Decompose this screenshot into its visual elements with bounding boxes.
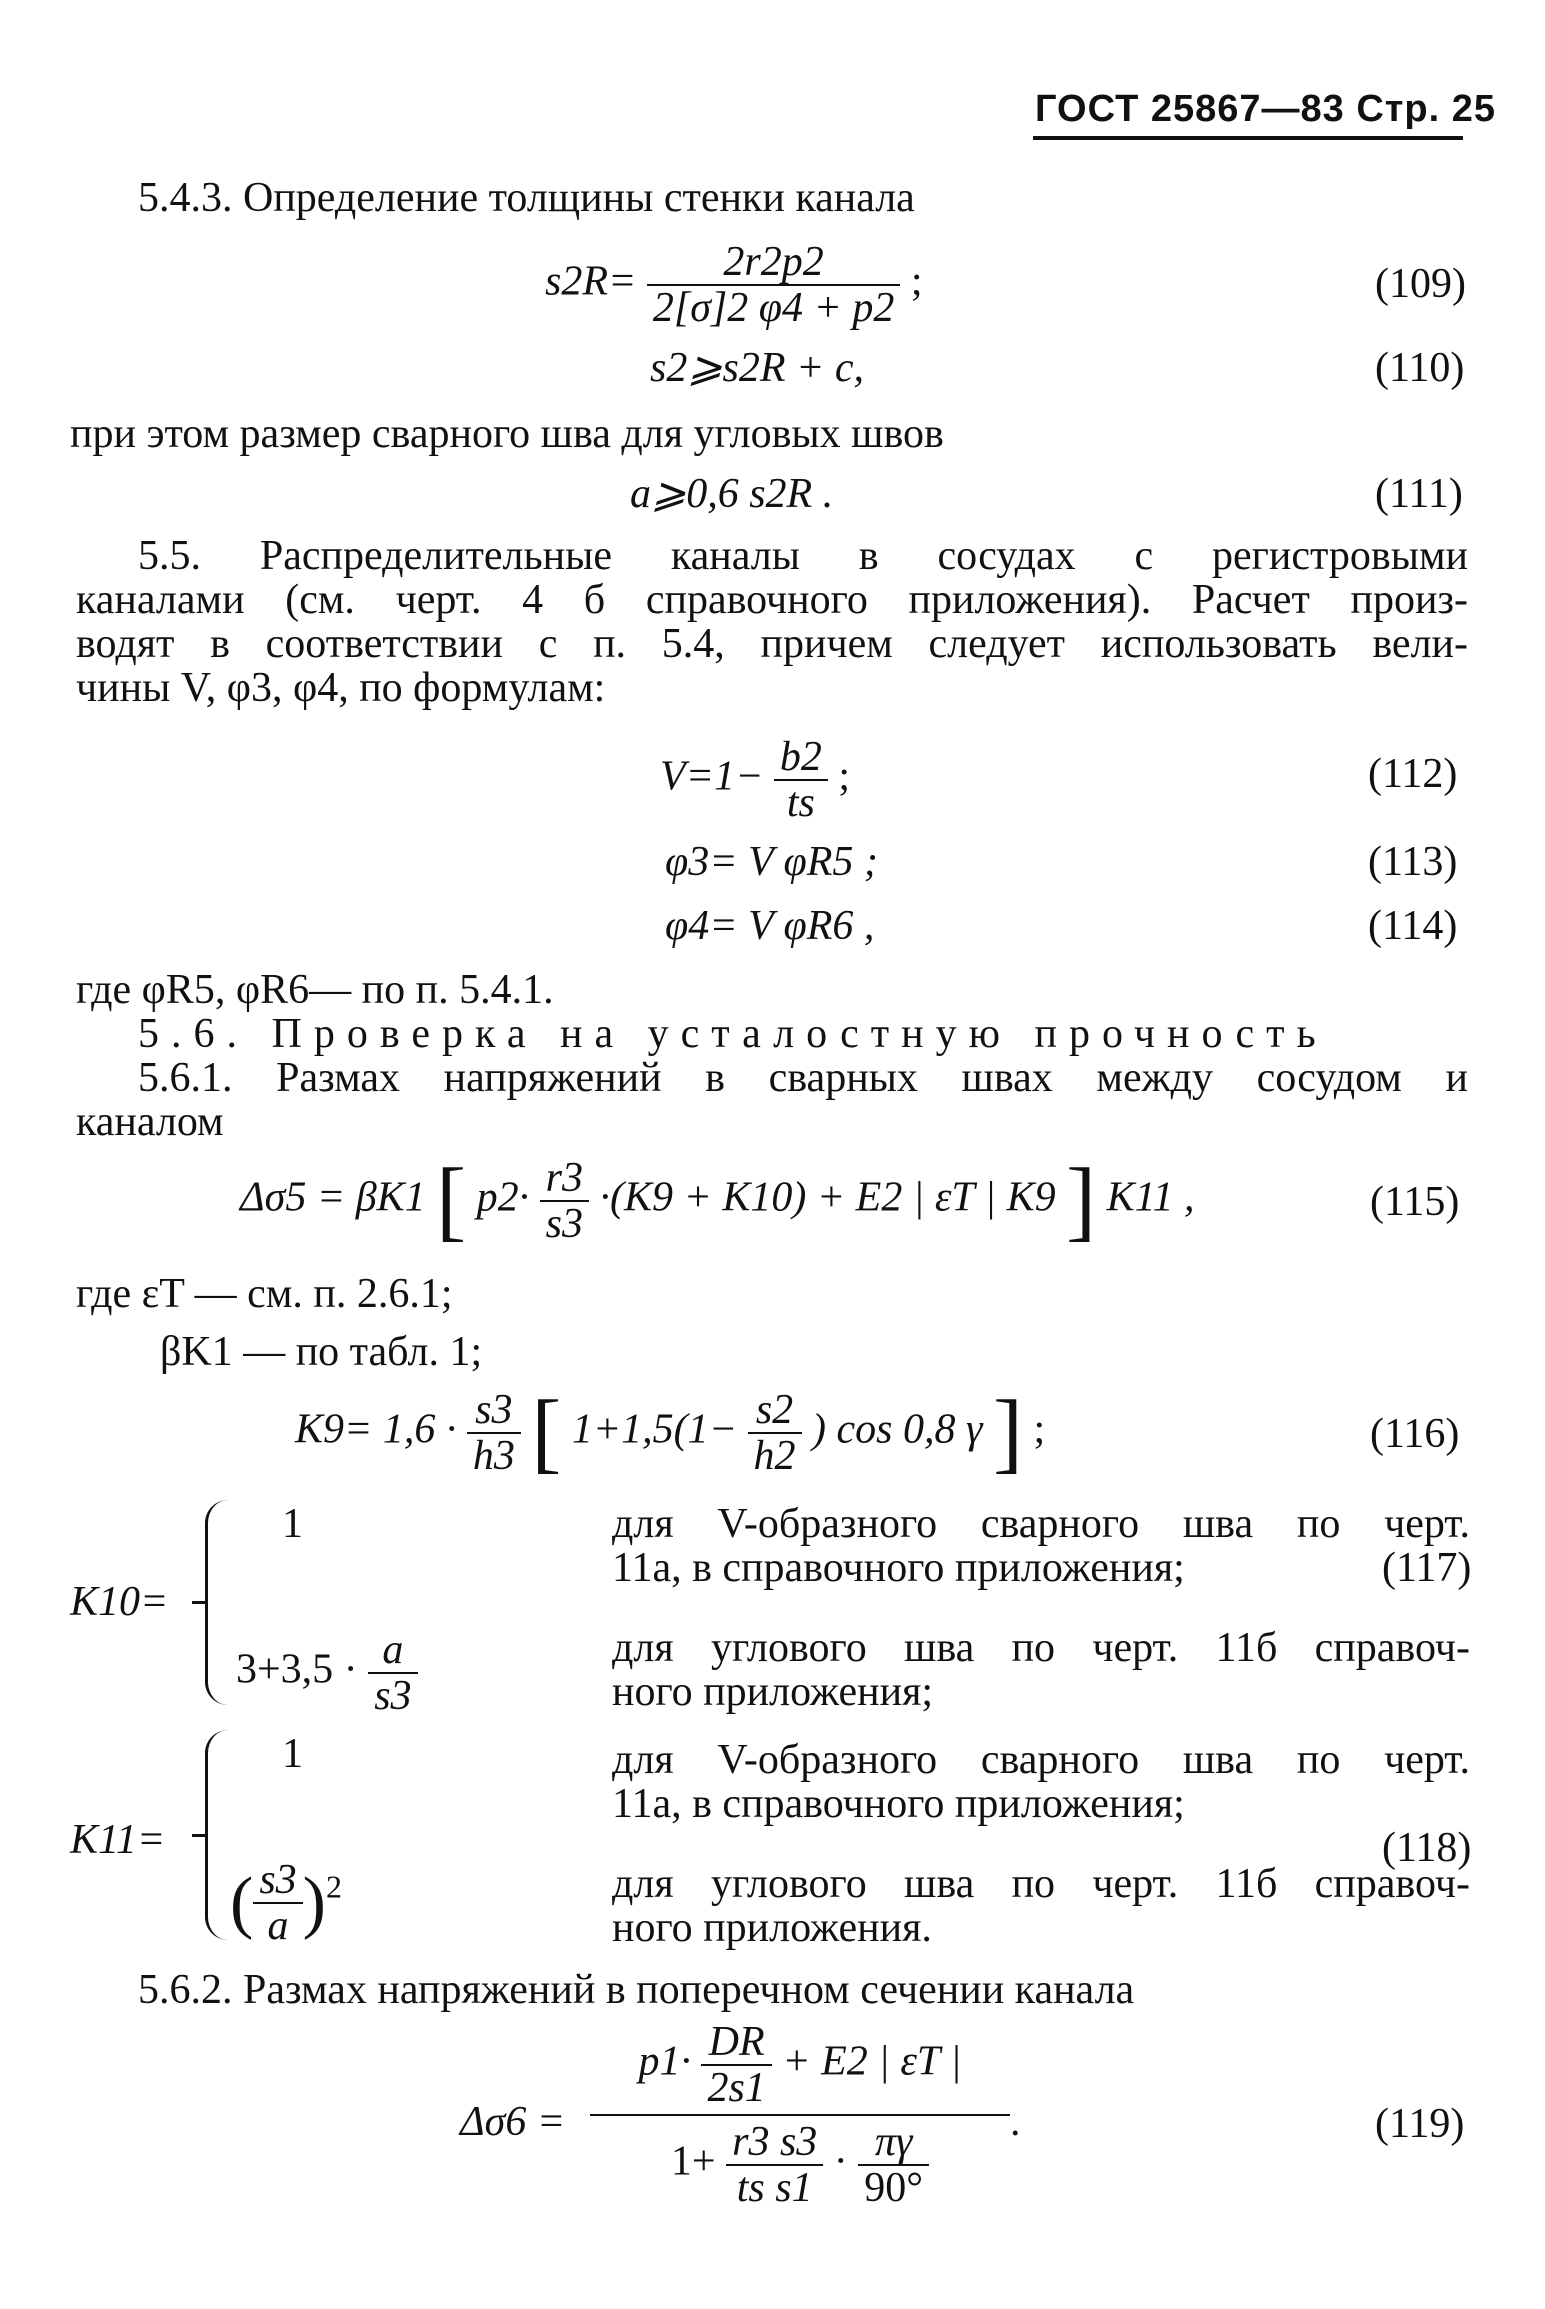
eq117-case-2-prefix: 3+3,5 · <box>236 1646 358 1693</box>
eq116-number: (116) <box>1370 1411 1460 1457</box>
eq115-close-bracket: ] <box>1066 1151 1097 1250</box>
eq116-denominator-1: h3 <box>467 1432 521 1478</box>
eq118-case-2-numerator: s3 <box>259 1857 297 1903</box>
eq113-number: (113) <box>1368 839 1458 885</box>
section-5-6-1-line-2: каналом <box>76 1099 224 1145</box>
eq112-numerator: b2 <box>779 734 822 780</box>
eq118-case-1-desc-line-1: для V-образного сварного шва по черт. <box>612 1737 1470 1783</box>
eq115-number: (115) <box>1370 1179 1460 1225</box>
eq116-numerator-2: s2 <box>755 1387 794 1433</box>
eq115-tail: K11 , <box>1106 1174 1195 1221</box>
eq118-brace <box>205 1730 228 1940</box>
eq119-bottom-fraction-1 <box>726 2120 823 2210</box>
eq117-case-2-desc-line-1: для углового шва по черт. 11б справоч- <box>612 1625 1470 1671</box>
eq119-denominator <box>590 2114 1010 2210</box>
equation-113: φ3= V φR5 ; <box>665 839 878 885</box>
eq117-brace-tip <box>192 1601 206 1604</box>
eq119-bottom-numerator-2: πγ <box>874 2119 913 2165</box>
eq119-number: (119) <box>1375 2101 1465 2147</box>
eq116-denominator-2: h2 <box>748 1432 802 1478</box>
equation-111: a⩾0,6 s2R . <box>630 471 834 517</box>
eq116-fraction-1 <box>467 1388 521 1478</box>
eq112-lhs: V=1− <box>660 753 764 800</box>
eq119-bottom-dot: · <box>833 2138 848 2185</box>
eq119-top-denominator: 2s1 <box>701 2064 771 2110</box>
eq118-case-2-desc-line-1: для углового шва по черт. 11б справоч- <box>612 1861 1470 1907</box>
eq115-fraction <box>540 1156 589 1246</box>
eq116-tail: ; <box>1033 1406 1046 1453</box>
eq117-lhs: K10= <box>70 1579 169 1625</box>
eq119-bottom-numerator-1: r3 s3 <box>732 2119 818 2165</box>
eq119-bottom-a: 1+ <box>670 2138 716 2185</box>
eq119-top-tail: + E2 | εT | <box>782 2038 962 2085</box>
eq117-brace <box>205 1500 228 1705</box>
eq114-number: (114) <box>1368 903 1458 949</box>
eq117-case-1-value: 1 <box>282 1501 303 1547</box>
eq118-case-2-fraction <box>253 1858 302 1948</box>
eq117-case-2-desc-line-2: ного приложения; <box>612 1669 934 1715</box>
section-5-6-title: 5.6. Проверка на усталостную прочность <box>138 1011 1328 1057</box>
eq110-number: (110) <box>1375 345 1465 391</box>
eq116-lhs: K9= 1,6 · <box>295 1406 457 1453</box>
eq119-numerator <box>590 2020 1010 2114</box>
eq109-tail: ; <box>910 258 923 305</box>
eq115-open-bracket: [ <box>436 1151 467 1250</box>
eq109-fraction <box>647 240 900 330</box>
eq109-number: (109) <box>1375 261 1466 307</box>
eq112-number: (112) <box>1368 751 1458 797</box>
where-phi-text: где φR5, φR6— по п. 5.4.1. <box>76 967 554 1013</box>
weld-size-text: при этом размер сварного шва для угловых швов <box>70 411 944 457</box>
eq116-close-bracket: ] <box>993 1383 1024 1482</box>
equation-116 <box>295 1383 1046 1482</box>
eq118-case-2-value <box>230 1858 342 1948</box>
eq116-numerator-1: s3 <box>475 1387 513 1433</box>
equation-109 <box>545 240 923 330</box>
eq111-number: (111) <box>1375 471 1463 517</box>
equation-115 <box>240 1151 1195 1250</box>
eq118-case-2-desc-line-2: ного приложения. <box>612 1905 932 1951</box>
eq116-fraction-2 <box>748 1388 802 1478</box>
eq118-case-1-desc-line-2: 11а, в справочного приложения; <box>612 1781 1185 1827</box>
eq109-lhs: s2R= <box>545 258 637 305</box>
eq118-exponent: 2 <box>325 1868 342 1905</box>
eq118-lhs: K11= <box>70 1817 166 1863</box>
eq119-top-p: p1· <box>638 2038 691 2085</box>
equation-110: s2⩾s2R + c, <box>650 345 865 391</box>
eq115-numerator: r3 <box>545 1155 583 1201</box>
eq117-case-1-desc-line-1: для V-образного сварного шва по черт. <box>612 1501 1470 1547</box>
eq116-middle-2: ) cos 0,8 γ <box>812 1406 983 1453</box>
eq117-number: (117) <box>1382 1545 1472 1591</box>
eq118-open-paren: ( <box>230 1864 254 1941</box>
eq118-number: (118) <box>1382 1825 1472 1871</box>
eq119-bottom-fraction-2 <box>858 2120 929 2210</box>
eq112-denominator: ts <box>774 779 828 825</box>
equation-112 <box>660 735 850 825</box>
eq115-middle: ·(K9 + K10) + E2 | εT | K9 <box>599 1174 1056 1221</box>
eq119-bottom-denominator-1: ts s1 <box>726 2164 823 2210</box>
eq117-case-2-value <box>236 1628 418 1718</box>
where-epsilon-text: где εT — см. п. 2.6.1; <box>76 1271 453 1317</box>
section-5-6-2-title: 5.6.2. Размах напряжений в поперечном сечении канала <box>138 1967 1135 2013</box>
eq118-case-2-denominator: a <box>253 1902 302 1948</box>
eq112-tail: ; <box>838 753 851 800</box>
eq115-denominator: s3 <box>540 1200 589 1246</box>
header-rule <box>1033 136 1463 140</box>
eq112-fraction <box>774 735 828 825</box>
where-beta-text: βK1 — по табл. 1; <box>160 1329 483 1375</box>
eq116-middle: 1+1,5(1− <box>571 1406 738 1453</box>
eq117-case-2-numerator: a <box>382 1627 404 1673</box>
eq118-close-paren: ) <box>302 1864 326 1941</box>
eq118-case-1-value: 1 <box>282 1731 303 1777</box>
eq119-top-fraction <box>701 2020 771 2110</box>
eq119-top-numerator: DR <box>708 2019 765 2065</box>
eq115-lhs: Δσ5 = βK1 <box>240 1174 426 1221</box>
eq109-numerator: 2r2p2 <box>723 239 824 285</box>
section-5-5-line-2: каналами (см. черт. 4 б справочного приложения). Расчет произ- <box>76 577 1468 623</box>
eq109-denominator: 2[σ]2 φ4 + p2 <box>647 284 900 330</box>
eq119-big-fraction <box>590 2020 1010 2210</box>
eq117-case-2-fraction <box>368 1628 417 1718</box>
eq119-tail: . <box>1010 2099 1021 2145</box>
section-5-5-line-1: 5.5. Распределительные каналы в сосудах с регистровыми <box>138 533 1468 579</box>
page-header: ГОСТ 25867—83 Стр. 25 <box>1035 88 1497 130</box>
eq116-open-bracket: [ <box>531 1383 562 1482</box>
eq118-brace-tip <box>192 1834 206 1837</box>
equation-114: φ4= V φR6 , <box>665 903 875 949</box>
eq119-lhs: Δσ6 = <box>460 2099 566 2145</box>
section-5-5-line-4: чины V, φ3, φ4, по формулам: <box>76 665 606 711</box>
eq117-case-2-denominator: s3 <box>368 1672 417 1718</box>
section-5-4-3-title: 5.4.3. Определение толщины стенки канала <box>138 175 915 221</box>
eq115-p: p2· <box>476 1174 530 1221</box>
eq117-case-1-desc-line-2: 11а, в справочного приложения; <box>612 1545 1185 1591</box>
section-5-6-1-line-1: 5.6.1. Размах напряжений в сварных швах между сосудом и <box>138 1055 1468 1101</box>
eq119-bottom-denominator-2: 90° <box>858 2164 929 2210</box>
section-5-5-line-3: водят в соответствии с п. 5.4, причем следует использовать вели- <box>76 621 1468 667</box>
